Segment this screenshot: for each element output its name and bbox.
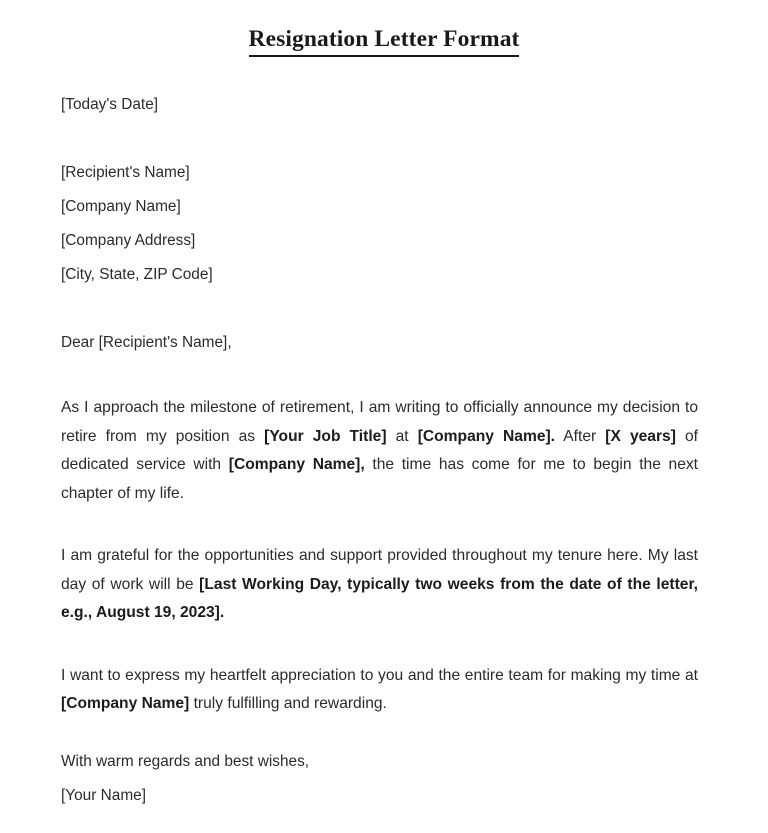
closing-line: With warm regards and best wishes, xyxy=(61,752,310,770)
signature-name-line: [Your Name] xyxy=(61,786,146,804)
company-name-line: [Company Name] xyxy=(61,198,181,215)
spacer-before-salutation xyxy=(61,292,698,326)
emphasis-placeholder: [Company Name], xyxy=(228,456,365,473)
emphasis-placeholder: [Company Name] xyxy=(61,695,190,712)
paragraph-last-working-day xyxy=(61,542,698,628)
paragraph-text-run: After xyxy=(555,427,606,445)
paragraph-text-run: As I approach the milestone of retirement, I am writing to officially announce my decision to retire from my position as xyxy=(61,399,698,445)
spacer-before-closing xyxy=(61,719,698,745)
emphasis-placeholder: [Last Working Day, typically two weeks from the date of the letter, e.g., August 19, 2023]. xyxy=(61,575,698,621)
spacer-between-paragraphs xyxy=(61,628,698,662)
paragraph-text-run: I want to express my heartfelt appreciation to you and the entire team for making my time at xyxy=(61,666,698,684)
spacer-after-salutation xyxy=(61,360,698,394)
spacer-after-date xyxy=(61,122,698,156)
paragraph-text-run: of dedicated service with xyxy=(61,427,698,473)
company-address-line: [Company Address] xyxy=(61,232,196,249)
page-title-text: Resignation Letter Format xyxy=(249,25,520,57)
paragraph-text-run: I am grateful for the opportunities and support provided throughout my tenure here. My last day of work will be xyxy=(61,547,698,593)
letter-paragraphs xyxy=(61,394,698,719)
emphasis-placeholder: [Your Job Title] xyxy=(264,427,387,445)
paragraph-text-run: truly fulfilling and rewarding. xyxy=(189,695,387,712)
emphasis-placeholder: [X years] xyxy=(605,427,676,445)
paragraph-text-run: at xyxy=(386,427,418,445)
page-title xyxy=(0,25,768,57)
recipient-address-block xyxy=(61,156,698,292)
city-state-zip-line: [City, State, ZIP Code] xyxy=(61,266,213,283)
paragraph-appreciation xyxy=(61,662,698,719)
paragraph-retirement-announcement xyxy=(61,394,698,508)
letter-content xyxy=(61,88,698,813)
recipient-name-line: [Recipient's Name] xyxy=(61,164,190,181)
spacer-between-paragraphs xyxy=(61,508,698,542)
emphasis-placeholder: [Company Name]. xyxy=(417,427,556,445)
salutation-line: Dear [Recipient's Name], xyxy=(61,334,232,351)
paragraph-text-run: the time has come for me to begin the next chapter of my life. xyxy=(61,456,699,502)
date-line: [Today's Date] xyxy=(61,96,159,113)
